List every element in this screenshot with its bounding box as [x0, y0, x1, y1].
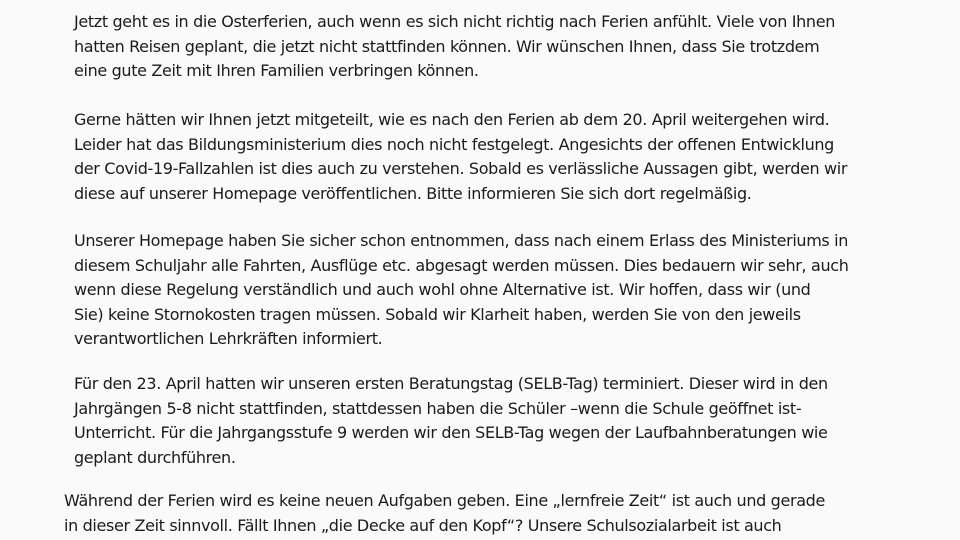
- paragraph-selb-day: [74, 372, 904, 470]
- text-line: eine gute Zeit mit Ihren Familien verbringen können.: [74, 61, 479, 81]
- text-line: verantwortlichen Lehrkräften informiert.: [74, 329, 383, 349]
- text-line: wenn diese Regelung verständlich und auch wohl ohne Alternative ist. Wir hoffen, dass wir (und: [74, 280, 811, 300]
- text-line: diesem Schuljahr alle Fahrten, Ausflüge etc. abgesagt werden müssen. Dies bedauern wir sehr, auch: [74, 255, 849, 275]
- paragraph-easter-holidays: [74, 10, 904, 84]
- text-line: Unserer Homepage haben Sie sicher schon entnommen, dass nach einem Erlass des Ministeriums in: [74, 231, 849, 250]
- text-line: Während der Ferien wird es keine neuen Aufgaben geben. Eine „lernfreie Zeit“ ist auch und gerade: [64, 491, 825, 510]
- text-line: Leider hat das Bildungsministerium dies noch nicht festgelegt. Angesichts der offenen Entwicklung: [74, 134, 834, 154]
- text-line: Jahrgängen 5-8 nicht stattfinden, stattdessen haben die Schüler –wenn die Schule geöffnet ist-: [74, 398, 802, 418]
- text-line: hatten Reisen geplant, die jetzt nicht stattfinden können. Wir wünschen Ihnen, dass Sie trotzdem: [74, 36, 820, 56]
- text-line: Gerne hätten wir Ihnen jetzt mitgeteilt, wie es nach den Ferien ab dem 20. April weitergehen wird.: [74, 110, 830, 129]
- text-line: in dieser Zeit sinnvoll. Fällt Ihnen „die Decke auf den Kopf“? Unsere Schulsozialarbeit ist auch: [64, 515, 782, 535]
- text-line: der Covid-19-Fallzahlen ist dies auch zu verstehen. Sobald es verlässliche Aussagen gibt, werden wir: [74, 159, 848, 179]
- paragraph-trips-cancelled: [74, 229, 904, 352]
- text-line: Jetzt geht es in die Osterferien, auch wenn es sich nicht richtig nach Ferien anfühlt. Viele von Ihnen: [74, 12, 835, 31]
- paragraph-no-new-tasks: [64, 489, 894, 538]
- text-line: diese auf unserer Homepage veröffentlichen. Bitte informieren Sie sich dort regelmäßig.: [74, 183, 752, 203]
- text-line: Sie) keine Stornokosten tragen müssen. Sobald wir Klarheit haben, werden Sie von den jeweils: [74, 304, 801, 324]
- text-line: Unterricht. Für die Jahrgangsstufe 9 werden wir den SELB-Tag wegen der Laufbahnberatungen wie: [74, 423, 828, 443]
- text-line: Für den 23. April hatten wir unseren ersten Beratungstag (SELB-Tag) terminiert. Dieser wird in den: [74, 374, 828, 393]
- paragraph-after-holidays: [74, 108, 904, 206]
- text-line: geplant durchführen.: [74, 447, 236, 467]
